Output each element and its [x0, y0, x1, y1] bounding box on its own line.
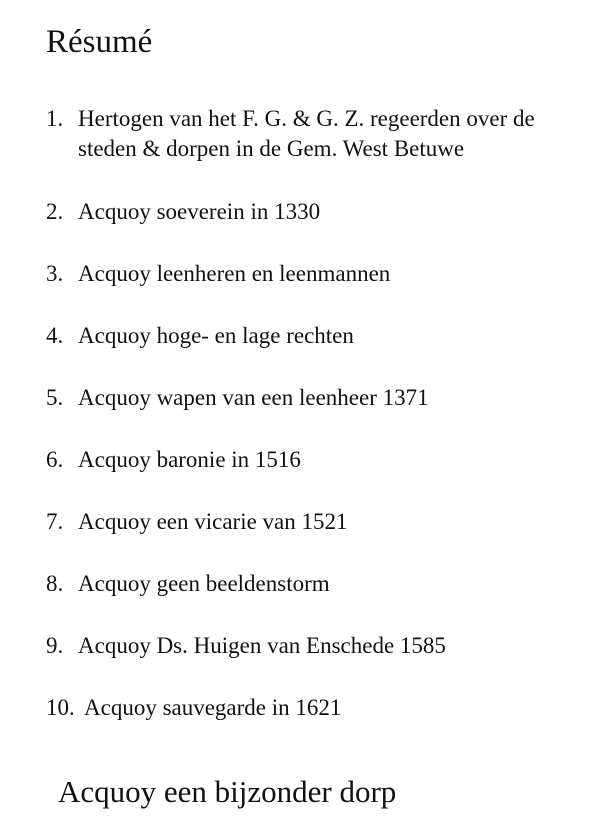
list-item-number: 7.: [46, 509, 64, 534]
list-item-number: 4.: [46, 323, 64, 348]
list-item-number: 8.: [46, 571, 64, 596]
list-item: [46, 445, 586, 475]
list-item: [46, 321, 586, 351]
list-item: [46, 693, 586, 723]
list-item-number: 2.: [46, 199, 64, 224]
list-item: [46, 383, 586, 413]
list-item-number: 5.: [46, 385, 64, 410]
list-item-number: 6.: [46, 447, 64, 472]
list-item-text: Acquoy sauvegarde in 1621: [84, 695, 342, 720]
list-item-text: Acquoy Ds. Huigen van Enschede 1585: [78, 633, 446, 658]
list-item-number: 1.: [46, 106, 64, 131]
list-item-text: Acquoy baronie in 1516: [78, 447, 301, 472]
list-item: [46, 631, 586, 661]
list-item-number: 3.: [46, 261, 64, 286]
list-item-text: Hertogen van het F. G. & G. Z. regeerden over de steden & dorpen in de Gem. West Betuwe: [78, 106, 535, 161]
list-item-text: Acquoy soeverein in 1330: [78, 199, 321, 224]
list-item: [46, 104, 586, 164]
list-item: [46, 507, 586, 537]
resume-list: [46, 104, 586, 755]
list-item: [46, 569, 586, 599]
list-item-text: Acquoy een vicarie van 1521: [78, 509, 348, 534]
list-item-text: Acquoy geen beeldenstorm: [78, 571, 330, 596]
page-title: Résumé: [46, 24, 153, 60]
list-item-number: 9.: [46, 633, 64, 658]
list-item-text: Acquoy wapen van een leenheer 1371: [78, 385, 429, 410]
list-item-text: Acquoy hoge- en lage rechten: [78, 323, 354, 348]
list-item: [46, 259, 586, 289]
list-item-text: Acquoy leenheren en leenmannen: [78, 261, 391, 286]
footer-title: Acquoy een bijzonder dorp: [58, 774, 397, 809]
list-item: [46, 197, 586, 227]
list-item-number: 10.: [46, 695, 75, 720]
